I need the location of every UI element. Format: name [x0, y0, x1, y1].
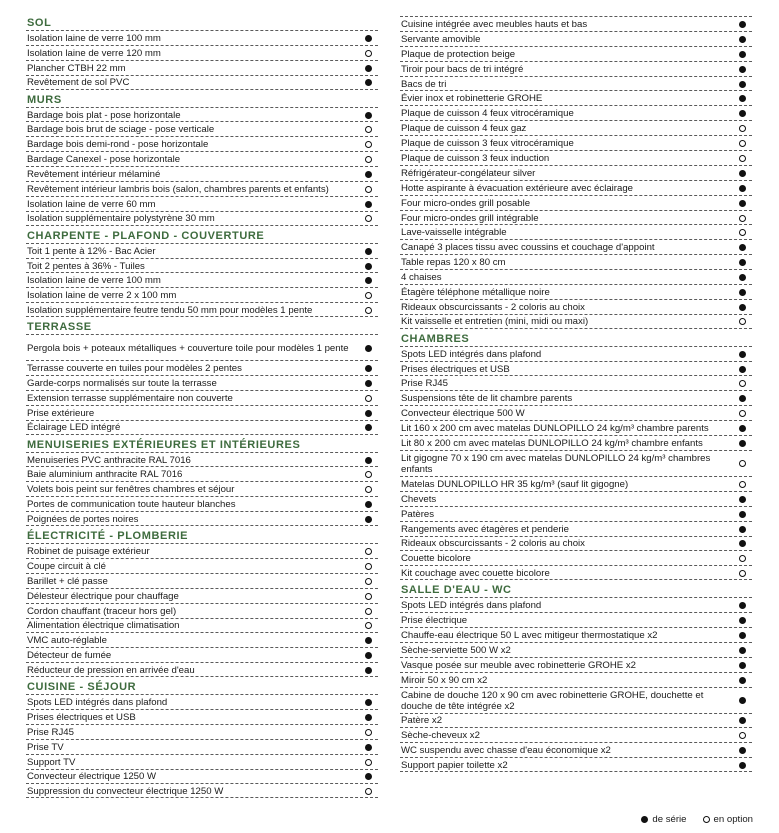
spec-row	[26, 618, 378, 633]
spec-label: Isolation laine de verre 100 mm	[27, 275, 161, 287]
spec-label: WC suspendu avec chasse d'eau économique x2	[401, 745, 611, 757]
spec-label: Suppression du convecteur électrique 1250 W	[27, 785, 224, 797]
hollow-dot-icon	[365, 548, 372, 555]
spec-row	[26, 334, 378, 360]
spec-label: Four micro-ondes grill intégrable	[401, 212, 539, 224]
spec-row	[26, 632, 378, 647]
spec-label: Isolation laine de verre 120 mm	[27, 47, 161, 59]
spec-label: Terrasse couverte en tuiles pour modèles 2 pentes	[27, 363, 242, 375]
spec-label: Bacs de tri	[401, 78, 447, 90]
spec-row	[26, 783, 378, 798]
spec-row	[26, 375, 378, 390]
hollow-dot-icon	[739, 460, 746, 467]
filled-dot-icon	[739, 185, 746, 192]
spec-label: Évier inox et robinetterie GROHE	[401, 93, 543, 105]
filled-dot-icon	[739, 21, 746, 28]
spec-row	[26, 694, 378, 709]
filled-dot-icon	[739, 66, 746, 73]
spec-row	[400, 180, 752, 195]
spec-row	[26, 211, 378, 226]
spec-label: Baie aluminium anthracite RAL 7016	[27, 469, 183, 481]
spec-label: Bardage Canexel - pose horizontale	[27, 154, 181, 166]
spec-label: Convecteur électrique 1250 W	[27, 771, 157, 783]
section-title: ÉLECTRICITÉ - PLOMBERIE	[27, 530, 189, 543]
spec-label: Rideaux obscurcissants - 2 coloris au choix	[401, 538, 585, 550]
spec-label: Bardage bois demi-rond - pose horizontale	[27, 139, 209, 151]
spec-label: Miroir 50 x 90 cm x2	[401, 674, 488, 686]
spec-row	[26, 287, 378, 302]
filled-dot-icon	[739, 632, 746, 639]
filled-dot-icon	[365, 714, 372, 721]
spec-label: Revêtement intérieur mélaminé	[27, 169, 161, 181]
filled-dot-icon	[365, 365, 372, 372]
spec-row	[26, 452, 378, 467]
hollow-dot-icon	[739, 410, 746, 417]
spec-row	[26, 390, 378, 405]
filled-dot-icon	[739, 274, 746, 281]
spec-label: Lit 160 x 200 cm avec matelas DUNLOPILLO 24 kg/m³ chambre parents	[401, 423, 709, 435]
section-cuisine-sejour	[26, 680, 378, 798]
hollow-dot-icon	[365, 215, 372, 222]
filled-dot-icon	[739, 36, 746, 43]
filled-dot-icon	[365, 345, 372, 352]
hollow-dot-icon	[365, 563, 372, 570]
hollow-dot-icon	[365, 156, 372, 163]
spec-row	[400, 687, 752, 713]
hollow-dot-icon	[739, 215, 746, 222]
spec-row	[26, 588, 378, 603]
spec-label: Vasque posée sur meuble avec robinetterie GROHE x2	[401, 659, 636, 671]
spec-row	[26, 196, 378, 211]
spec-label: Prises électriques et USB	[27, 711, 136, 723]
filled-dot-icon	[739, 526, 746, 533]
hollow-dot-icon	[365, 608, 372, 615]
section-title: SALLE D'EAU - WC	[401, 584, 512, 597]
spec-label: Prises électriques et USB	[401, 363, 510, 375]
spec-label: 4 chaises	[401, 272, 442, 284]
spec-row	[400, 550, 752, 565]
filled-dot-icon	[365, 410, 372, 417]
hollow-dot-icon	[365, 622, 372, 629]
spec-row	[400, 61, 752, 76]
spec-label: Lit 80 x 200 cm avec matelas DUNLOPILLO 24 kg/m³ chambre enfants	[401, 437, 703, 449]
filled-dot-icon	[739, 170, 746, 177]
spec-label: Barillet + clé passe	[27, 575, 108, 587]
spec-row	[26, 151, 378, 166]
filled-dot-icon	[365, 667, 372, 674]
spec-label: Support papier toilette x2	[401, 759, 508, 771]
filled-dot-icon	[739, 747, 746, 754]
spec-label: Tiroir pour bacs de tri intégré	[401, 63, 524, 75]
spec-label: Plancher CTBH 22 mm	[27, 62, 126, 74]
section-menuiseries-exterieures-et-interieures	[26, 438, 378, 526]
spec-label: Rangements avec étagères et penderie	[401, 523, 569, 535]
spec-label: Chauffe-eau électrique 50 L avec mitigeur thermostatique x2	[401, 629, 658, 641]
spec-row	[26, 360, 378, 375]
filled-dot-icon	[739, 366, 746, 373]
filled-dot-icon	[365, 277, 372, 284]
spec-row	[400, 269, 752, 284]
spec-label: Revêtement intérieur lambris bois (salon, chambres parents et enfants)	[27, 183, 329, 195]
spec-row	[26, 181, 378, 196]
section-terrasse	[26, 320, 378, 434]
filled-dot-icon	[365, 516, 372, 523]
spec-row	[26, 481, 378, 496]
filled-dot-icon	[365, 424, 372, 431]
legend	[641, 814, 753, 825]
spec-label: Isolation supplémentaire feutre tendu 50 mm pour modèles 1 pente	[27, 304, 313, 316]
spec-label: Plaque de cuisson 4 feux gaz	[401, 123, 527, 135]
filled-dot-icon	[739, 662, 746, 669]
spec-row	[26, 272, 378, 287]
spec-row	[26, 466, 378, 481]
spec-label: Menuiseries PVC anthracite RAL 7016	[27, 454, 191, 466]
spec-label: Isolation supplémentaire polystyrène 30 mm	[27, 213, 215, 225]
spec-label: Prise TV	[27, 741, 64, 753]
spec-label: Servante amovible	[401, 33, 481, 45]
spec-label: Alimentation électrique climatisation	[27, 620, 180, 632]
section-title: SOL	[27, 17, 52, 29]
filled-dot-icon	[739, 110, 746, 117]
spec-row	[26, 420, 378, 435]
spec-label: Couette bicolore	[401, 553, 471, 565]
spec-label: Kit couchage avec couette bicolore	[401, 567, 550, 579]
spec-label: Plaque de cuisson 3 feux vitrocéramique	[401, 138, 574, 150]
spec-label: Détecteur de fumée	[27, 650, 112, 662]
section-title: TERRASSE	[27, 321, 92, 334]
spec-label: Revêtement de sol PVC	[27, 77, 130, 89]
hollow-dot-icon	[739, 155, 746, 162]
right-column	[400, 16, 752, 772]
legend-option-label: en option	[713, 814, 753, 825]
filled-dot-icon	[365, 263, 372, 270]
legend-serie-label: de série	[652, 814, 687, 825]
hollow-dot-icon	[739, 570, 746, 577]
hollow-dot-icon	[739, 380, 746, 387]
spec-row	[400, 727, 752, 742]
spec-label: Plaque de cuisson 4 feux vitrocéramique	[401, 108, 574, 120]
filled-dot-icon	[739, 762, 746, 769]
filled-dot-icon	[739, 540, 746, 547]
spec-label: Réducteur de pression en arrivée d'eau	[27, 664, 195, 676]
hollow-dot-icon	[739, 318, 746, 325]
filled-dot-icon	[365, 380, 372, 387]
spec-row	[400, 597, 752, 612]
filled-dot-icon	[739, 289, 746, 296]
spec-label: Kit vaisselle et entretien (mini, midi ou maxi)	[401, 316, 589, 328]
spec-row	[400, 450, 752, 476]
section-title: MENUISERIES EXTÉRIEURES ET INTÉRIEURES	[27, 438, 301, 451]
spec-row	[400, 284, 752, 299]
spec-row	[26, 662, 378, 677]
spec-label: Prise RJ45	[401, 378, 448, 390]
filled-dot-icon	[739, 351, 746, 358]
spec-label: Sèche-cheveux x2	[401, 730, 480, 742]
spec-label: Étagère téléphone métallique noire	[401, 286, 550, 298]
spec-row	[400, 536, 752, 551]
section-charpente-plafond-couverture	[26, 229, 378, 317]
filled-dot-icon	[365, 652, 372, 659]
spec-label: Pergola bois + poteaux métalliques + couverture toile pour modèles 1 pente	[27, 342, 349, 354]
spec-row	[26, 754, 378, 769]
spec-row	[26, 45, 378, 60]
spec-row	[400, 314, 752, 329]
spec-row	[400, 90, 752, 105]
filled-dot-icon	[365, 65, 372, 72]
spec-row	[26, 769, 378, 784]
filled-dot-icon	[739, 511, 746, 518]
filled-dot-icon	[739, 95, 746, 102]
spec-row	[400, 375, 752, 390]
spec-label: Portes de communication toute hauteur blanches	[27, 499, 236, 511]
spec-label: Chevets	[401, 493, 437, 505]
spec-label: Robinet de puisage extérieur	[27, 545, 150, 557]
filled-dot-icon	[739, 200, 746, 207]
hollow-dot-icon	[739, 732, 746, 739]
spec-row	[400, 210, 752, 225]
hollow-dot-icon	[365, 126, 372, 133]
spec-label: Toit 2 pentes à 36% - Tuiles	[27, 260, 145, 272]
hollow-dot-icon	[365, 307, 372, 314]
spec-row	[400, 105, 752, 120]
spec-row	[400, 224, 752, 239]
spec-row	[26, 136, 378, 151]
spec-label: Cordon chauffant (traceur hors gel)	[27, 605, 177, 617]
filled-dot-icon	[641, 816, 648, 823]
left-column	[26, 16, 378, 798]
spec-label: Réfrigérateur-congélateur silver	[401, 167, 536, 179]
spec-label: Canapé 3 places tissu avec coussins et couchage d'appoint	[401, 242, 655, 254]
hollow-dot-icon	[365, 729, 372, 736]
filled-dot-icon	[739, 717, 746, 724]
section-chambres	[400, 332, 752, 580]
spec-label: Cuisine intégrée avec meubles hauts et bas	[401, 18, 588, 30]
spec-label: Matelas DUNLOPILLO HR 35 kg/m³ (sauf lit gigogne)	[401, 478, 629, 490]
spec-label: Support TV	[27, 756, 76, 768]
spec-row	[26, 60, 378, 75]
spec-row	[26, 496, 378, 511]
section-electricite-plomberie	[26, 529, 378, 677]
spec-row	[26, 603, 378, 618]
spec-row	[400, 46, 752, 61]
filled-dot-icon	[365, 699, 372, 706]
spec-row	[400, 346, 752, 361]
spec-label: Cabine de douche 120 x 90 cm avec robinetterie GROHE, douchette et douche de tête intégrée x2	[401, 689, 704, 712]
spec-row	[400, 150, 752, 165]
spec-row	[400, 420, 752, 435]
hollow-dot-icon	[739, 125, 746, 132]
hollow-dot-icon	[365, 292, 372, 299]
filled-dot-icon	[739, 602, 746, 609]
spec-row	[400, 299, 752, 314]
section-title: CHAMBRES	[401, 332, 470, 345]
filled-dot-icon	[739, 677, 746, 684]
spec-row	[400, 16, 752, 31]
section-sol	[26, 16, 378, 90]
spec-row	[400, 565, 752, 580]
spec-label: Bardage bois brut de sciage - pose verticale	[27, 124, 215, 136]
spec-label: Rideaux obscurcissants - 2 coloris au choix	[401, 301, 585, 313]
filled-dot-icon	[739, 81, 746, 88]
hollow-dot-icon	[739, 140, 746, 147]
spec-label: Sèche-serviette 500 W x2	[401, 644, 511, 656]
spec-row	[400, 713, 752, 728]
filled-dot-icon	[365, 201, 372, 208]
section-murs	[26, 93, 378, 226]
spec-row	[400, 435, 752, 450]
spec-label: Volets bois peint sur fenêtres chambres et séjour	[27, 484, 235, 496]
spec-row	[400, 642, 752, 657]
spec-row	[400, 120, 752, 135]
spec-label: Plaque de protection beige	[401, 48, 516, 60]
hollow-dot-icon	[739, 229, 746, 236]
spec-row	[26, 107, 378, 122]
hollow-dot-icon	[739, 481, 746, 488]
spec-row	[26, 739, 378, 754]
spec-row	[400, 165, 752, 180]
spec-label: Suspensions tête de lit chambre parents	[401, 393, 573, 405]
spec-label: Poignées de portes noires	[27, 513, 139, 525]
spec-row	[400, 31, 752, 46]
spec-label: Spots LED intégrés dans plafond	[401, 348, 542, 360]
hollow-dot-icon	[365, 471, 372, 478]
filled-dot-icon	[739, 51, 746, 58]
spec-label: Table repas 120 x 80 cm	[401, 257, 506, 269]
spec-row	[26, 243, 378, 258]
filled-dot-icon	[739, 244, 746, 251]
spec-label: Délesteur électrique pour chauffage	[27, 590, 179, 602]
filled-dot-icon	[739, 259, 746, 266]
filled-dot-icon	[365, 35, 372, 42]
section-title: CHARPENTE - PLAFOND - COUVERTURE	[27, 229, 265, 242]
spec-row	[26, 30, 378, 45]
spec-row	[26, 543, 378, 558]
spec-row	[400, 390, 752, 405]
spec-row	[400, 657, 752, 672]
hollow-dot-icon	[703, 816, 710, 823]
filled-dot-icon	[365, 773, 372, 780]
spec-label: Plaque de cuisson 3 feux induction	[401, 152, 550, 164]
spec-row	[400, 672, 752, 687]
filled-dot-icon	[739, 395, 746, 402]
hollow-dot-icon	[365, 486, 372, 493]
spec-row	[26, 302, 378, 317]
filled-dot-icon	[739, 496, 746, 503]
spec-row	[400, 757, 752, 772]
filled-dot-icon	[365, 457, 372, 464]
spec-row	[26, 166, 378, 181]
spec-row	[400, 627, 752, 642]
spec-row	[26, 75, 378, 90]
spec-label: Isolation laine de verre 2 x 100 mm	[27, 290, 177, 302]
spec-label: Patères	[401, 508, 435, 520]
spec-label: Prise RJ45	[27, 726, 74, 738]
spec-label: Garde-corps normalisés sur toute la terrasse	[27, 377, 217, 389]
spec-row	[400, 405, 752, 420]
spec-label: Spots LED intégrés dans plafond	[401, 600, 542, 612]
spec-row	[400, 135, 752, 150]
section-salle-d-eau-wc	[400, 583, 752, 772]
spec-row	[26, 511, 378, 526]
filled-dot-icon	[739, 647, 746, 654]
hollow-dot-icon	[365, 593, 372, 600]
spec-label: Convecteur électrique 500 W	[401, 408, 525, 420]
filled-dot-icon	[739, 440, 746, 447]
hollow-dot-icon	[365, 788, 372, 795]
filled-dot-icon	[739, 304, 746, 311]
filled-dot-icon	[739, 697, 746, 704]
spec-label: Prise électrique	[401, 615, 468, 626]
section-title: CUISINE - SÉJOUR	[27, 681, 137, 694]
filled-dot-icon	[365, 744, 372, 751]
spec-row	[26, 573, 378, 588]
spec-row	[400, 521, 752, 536]
hollow-dot-icon	[365, 395, 372, 402]
spec-label: Éclairage LED intégré	[27, 422, 121, 434]
section-title: MURS	[27, 93, 62, 106]
hollow-dot-icon	[365, 186, 372, 193]
spec-row	[400, 476, 752, 491]
spec-label: Spots LED intégrés dans plafond	[27, 697, 168, 708]
spec-row	[26, 724, 378, 739]
spec-row	[26, 558, 378, 573]
filled-dot-icon	[739, 425, 746, 432]
spec-label: Bardage bois plat - pose horizontale	[27, 109, 181, 121]
spec-label: Isolation laine de verre 100 mm	[27, 32, 161, 44]
hollow-dot-icon	[365, 578, 372, 585]
spec-row	[26, 647, 378, 662]
spec-row	[400, 254, 752, 269]
spec-row	[400, 361, 752, 376]
spec-row	[400, 76, 752, 91]
spec-label: Coupe circuit à clé	[27, 560, 106, 572]
spec-row	[400, 195, 752, 210]
spec-row	[400, 742, 752, 757]
spec-label: Toit 1 pente à 12% - Bac Acier	[27, 245, 156, 257]
spec-row	[400, 506, 752, 521]
section-cuisine-sejour-continued	[400, 16, 752, 329]
filled-dot-icon	[365, 637, 372, 644]
filled-dot-icon	[365, 248, 372, 255]
spec-row	[400, 239, 752, 254]
hollow-dot-icon	[365, 141, 372, 148]
filled-dot-icon	[365, 79, 372, 86]
filled-dot-icon	[365, 171, 372, 178]
spec-row	[26, 258, 378, 273]
filled-dot-icon	[739, 617, 746, 624]
spec-label: Lit gigogne 70 x 190 cm avec matelas DUNLOPILLO 24 kg/m³ chambres enfants	[401, 452, 711, 475]
filled-dot-icon	[365, 501, 372, 508]
spec-label: Four micro-ondes grill posable	[401, 197, 531, 209]
hollow-dot-icon	[365, 759, 372, 766]
spec-label: Patère x2	[401, 715, 443, 727]
spec-label: Lave-vaisselle intégrable	[401, 227, 507, 239]
spec-label: Hotte aspirante à évacuation extérieure avec éclairage	[401, 182, 633, 194]
spec-label: Isolation laine de verre 60 mm	[27, 198, 156, 210]
spec-label: VMC auto-réglable	[27, 635, 107, 647]
spec-label: Prise extérieure	[27, 407, 95, 419]
hollow-dot-icon	[739, 555, 746, 562]
hollow-dot-icon	[365, 50, 372, 57]
spec-row	[400, 612, 752, 627]
spec-row	[26, 405, 378, 420]
filled-dot-icon	[365, 112, 372, 119]
spec-row	[400, 491, 752, 506]
spec-row	[26, 709, 378, 724]
spec-label: Extension terrasse supplémentaire non couverte	[27, 392, 233, 404]
spec-row	[26, 121, 378, 136]
